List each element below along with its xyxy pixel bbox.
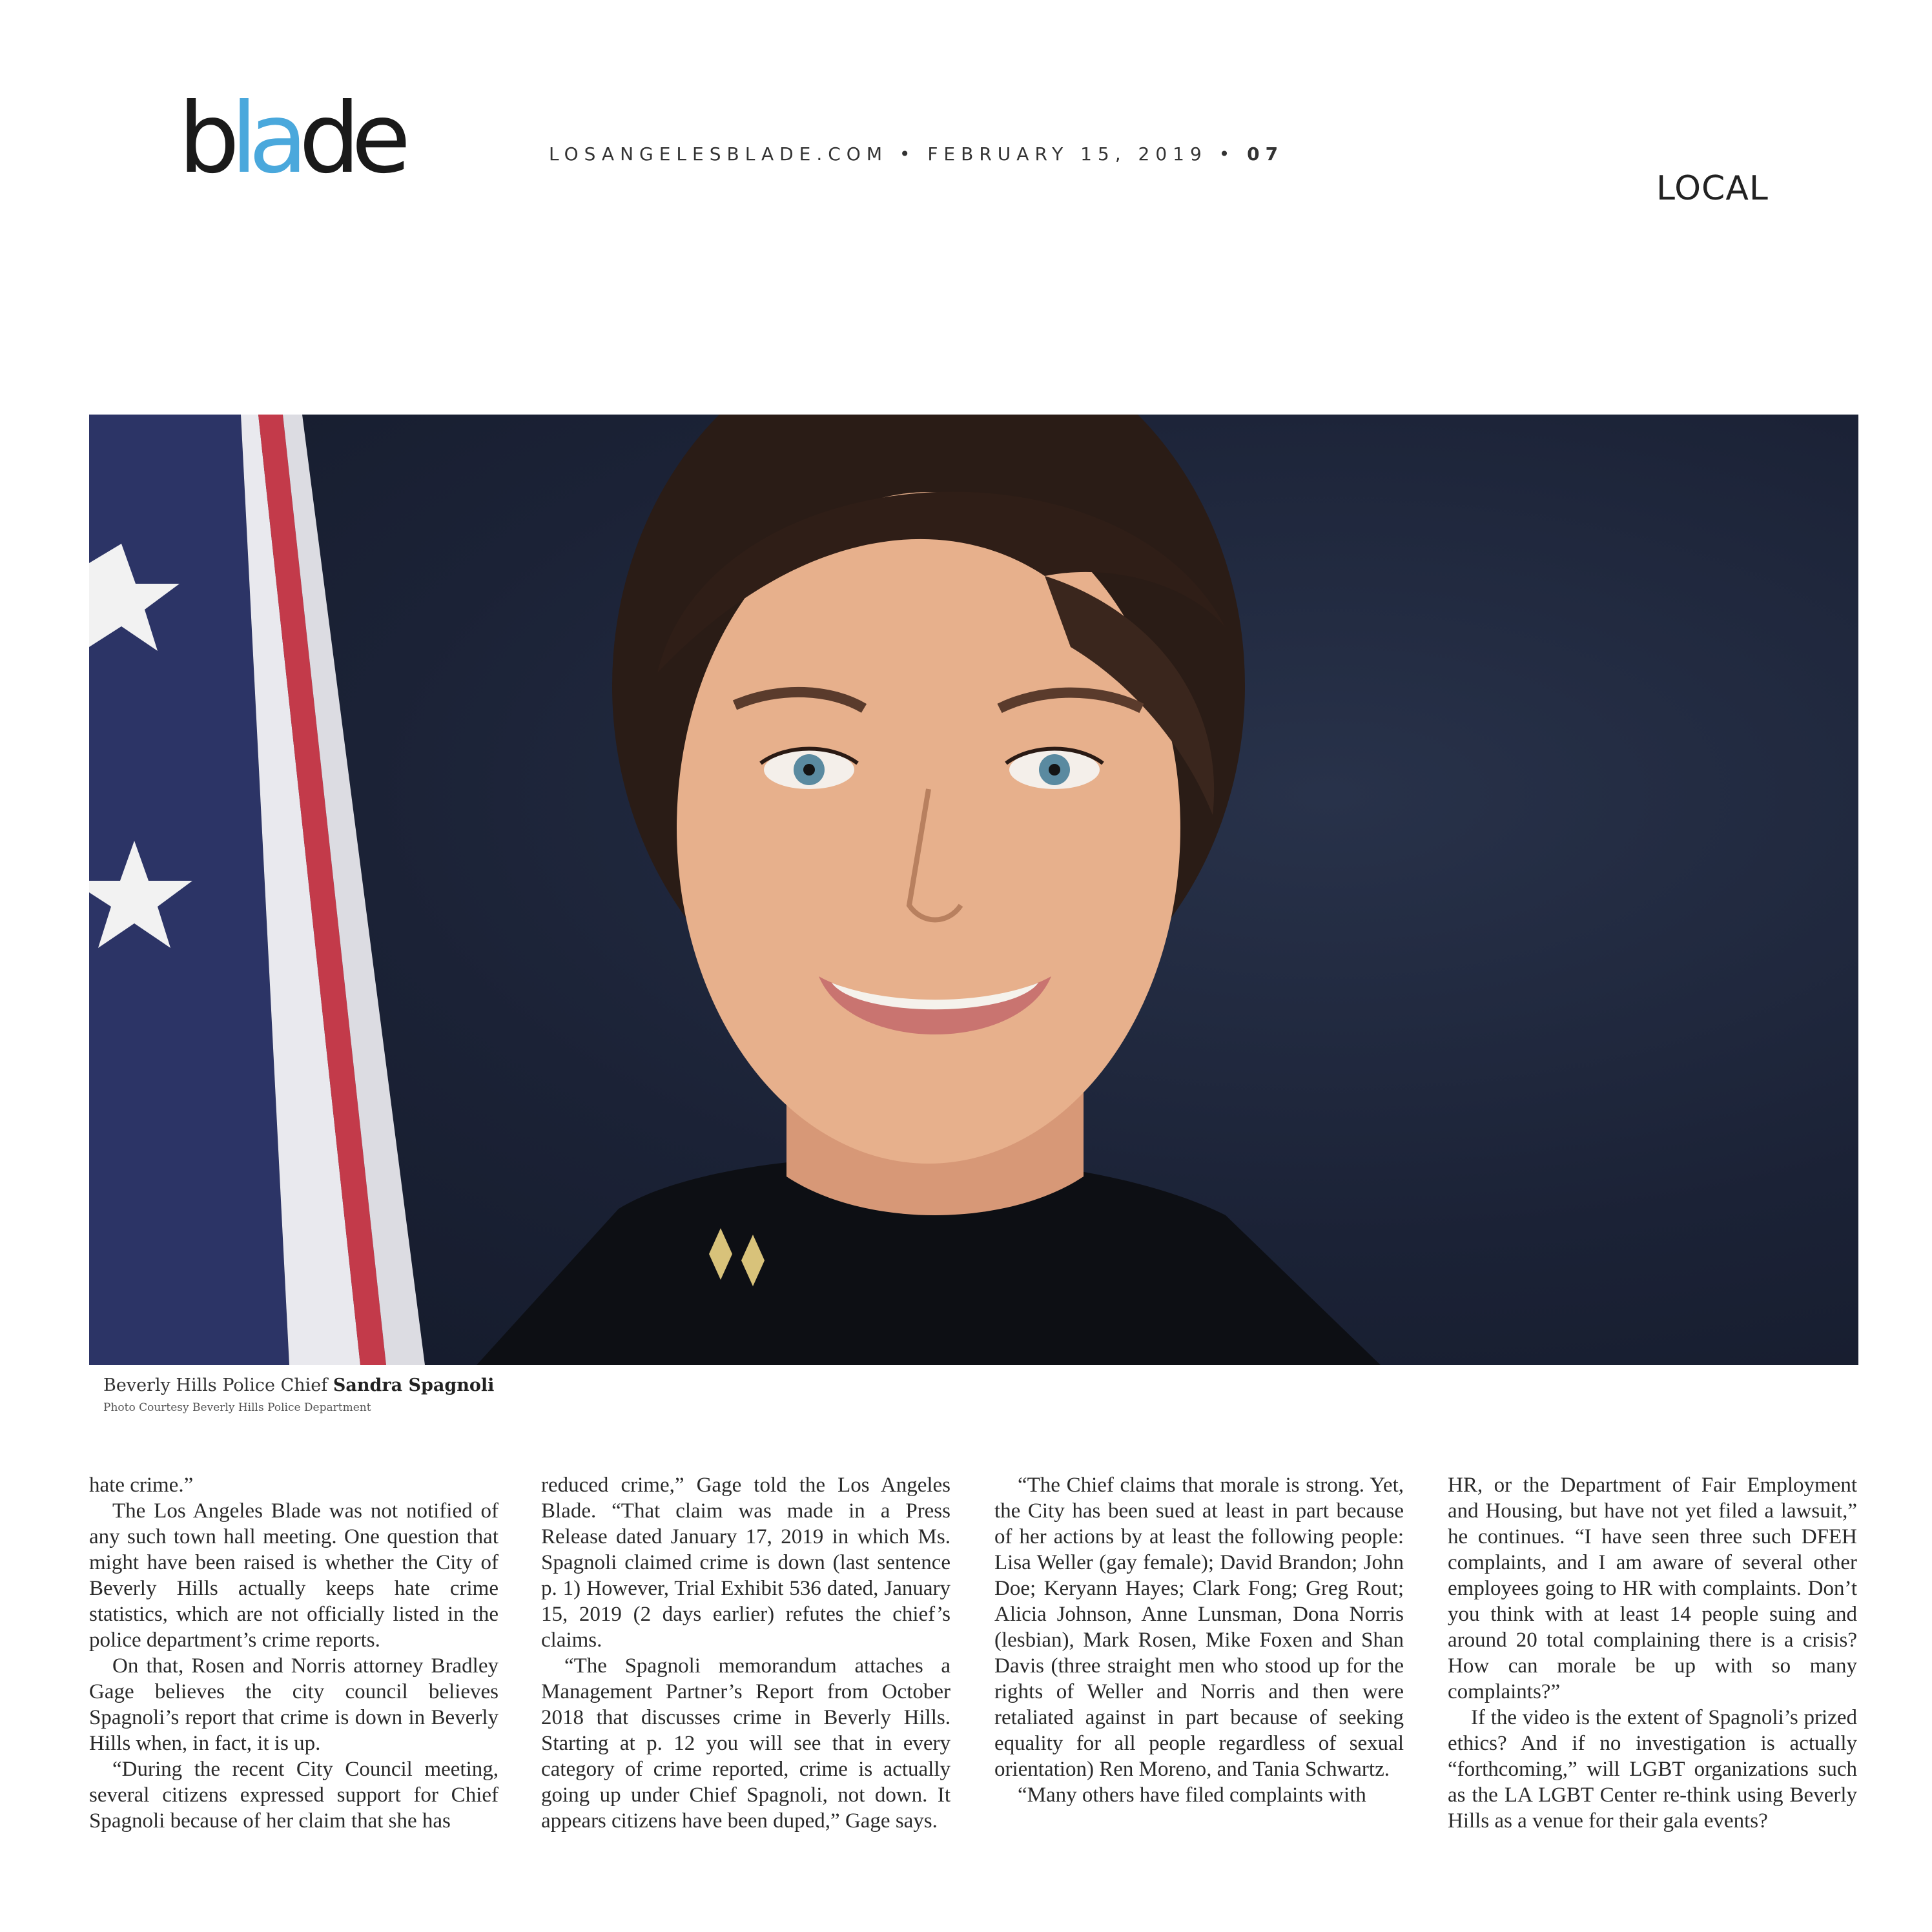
paragraph: reduced crime,” Gage told the Los Angeles Blade. “That claim was made in a Press Release dated January 17, 2019 in which Ms. Spagnoli claimed crime is down (last sentence p. 1) However, Trial Exhibit 536 dated, January 15, 2019 (2 days earlier) refutes the chief’s claims.	[541, 1474, 951, 1652]
issue-date: FEBRUARY 15, 2019	[927, 143, 1208, 165]
article-column-1	[89, 1472, 498, 1834]
blade-logo	[178, 83, 402, 195]
paragraph: “Many others have filed complaints with	[1018, 1783, 1366, 1807]
article-column-3	[994, 1472, 1404, 1808]
logo-highlight: la	[231, 83, 299, 195]
portrait-photo	[89, 415, 1858, 1365]
paragraph: On that, Rosen and Norris attorney Bradley Gage believes the city council believes Spagnoli’s report that crime is down in Beverly Hills when, in fact, it is up.	[89, 1654, 498, 1755]
paragraph: “During the recent City Council meeting, several citizens expressed support for Chief Spagnoli because of her claim that she has	[89, 1758, 498, 1833]
caption-prefix: Beverly Hills Police Chief	[103, 1375, 333, 1395]
paragraph: If the video is the extent of Spagnoli’s prized ethics? And if no investigation is actually “forthcoming,” will LGBT organizations such as the LA LGBT Center re-think using Beverly Hills as a venue for their gala events?	[1448, 1706, 1857, 1833]
paragraph: The Los Angeles Blade was not notified of any such town hall meeting. One question that might have been raised is whether the City of Beverly Hills actually keeps hate crime statistics, which are not officially listed in the police department’s crime reports.	[89, 1499, 498, 1652]
article-column-4	[1448, 1472, 1857, 1834]
section-label: LOCAL	[1656, 169, 1769, 208]
article-column-2	[541, 1472, 951, 1834]
page-number: 07	[1247, 143, 1284, 165]
masthead-line	[549, 143, 1284, 165]
logo-post: de	[298, 83, 402, 195]
paragraph: “The Chief claims that morale is strong. Yet, the City has been sued at least in part because of her actions by at least the following people: Lisa Weller (gay female); David Brandon; John Doe; Keryann Hayes; Clark Fong; Greg Rout; Alicia Johnson, Anne Lunsman, Dona Norris (lesbian), Mark Rosen, Mike Foxen and Shan Davis (three straight men who stood up for the rights of Weller and Norris and then were retaliated against in part because of seeking equality for all people regardless of sexual orientation) Ren Moreno, and Tania Schwartz.	[994, 1474, 1404, 1781]
logo-pre: b	[178, 83, 231, 195]
paragraph: “The Spagnoli memorandum attaches a Management Partner’s Report from October 2018 that discusses crime in Beverly Hills. Starting at p. 12 you will see that in every category of crime reported, crime is actually going up under Chief Spagnoli, not down. It appears citizens have been duped,” Gage says.	[541, 1654, 951, 1833]
site-url: LOSANGELESBLADE.COM	[549, 143, 888, 165]
caption-name: Sandra Spagnoli	[333, 1375, 495, 1395]
separator: •	[899, 143, 916, 165]
paragraph: HR, or the Department of Fair Employment and Housing, but have not yet filed a lawsuit,” he continues. “I have seen three such DFEH complaints, and I am aware of several other employees going to HR with complaints. Don’t you think with at least 14 people suing and around 20 total complaining there is a crisis? How can morale be up with so many complaints?”	[1448, 1474, 1857, 1703]
photo-credit: Photo Courtesy Beverly Hills Police Department	[103, 1401, 371, 1414]
separator: •	[1218, 143, 1236, 165]
paragraph: hate crime.”	[89, 1474, 194, 1497]
photo-caption	[103, 1375, 494, 1395]
